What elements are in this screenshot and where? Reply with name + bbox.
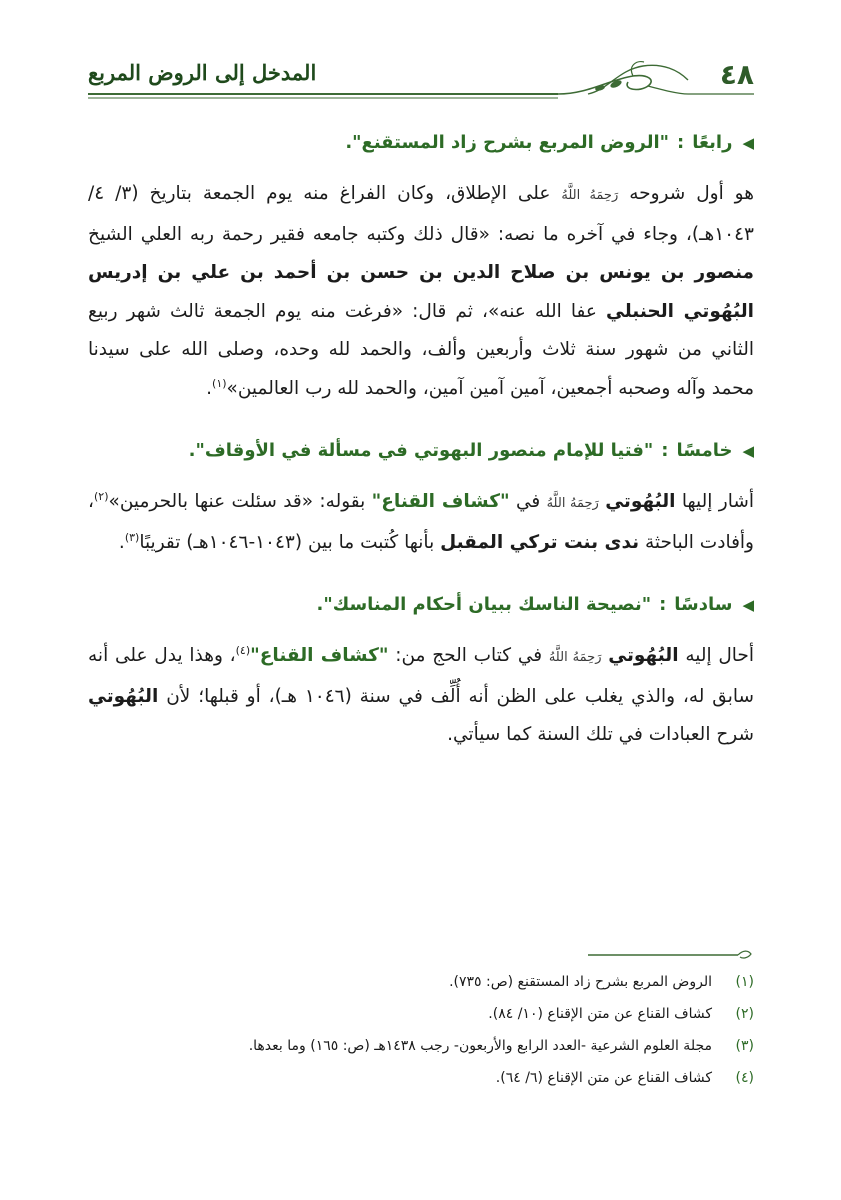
book-name: "كشاف القناع" bbox=[250, 645, 389, 666]
footnote-text: كشاف القناع عن متن الإقناع (١٠/ ٨٤). bbox=[488, 1006, 712, 1022]
footnote-divider bbox=[588, 948, 754, 962]
text-run: . bbox=[206, 377, 213, 399]
text-run: في كتاب الحج من: bbox=[388, 645, 549, 666]
footnote-number: (٣) bbox=[735, 1038, 754, 1054]
page-number: ٤٨ bbox=[719, 58, 754, 91]
footnote-number: (٤) bbox=[735, 1070, 754, 1086]
footnote-ref[interactable]: (٤) bbox=[235, 643, 251, 657]
colon-separator: : bbox=[677, 132, 685, 153]
text-run: أشار إليها bbox=[675, 491, 754, 512]
footnote-item bbox=[88, 1030, 754, 1062]
text-run: . bbox=[118, 531, 125, 553]
honorific: رَحِمَهُ اللَّهُ bbox=[546, 496, 599, 511]
page-header bbox=[88, 50, 754, 106]
section-title: "فتيا للإمام منصور البهوتي في مسألة في الأوقاف". bbox=[188, 440, 654, 461]
text-run: بأنها كُتبت ما بين (١٠٤٣-١٠٤٦هـ) تقريبًا bbox=[139, 531, 441, 553]
section-title: "الروض المربع بشرح زاد المستقنع". bbox=[345, 132, 670, 153]
bold-name: البُهُوتي bbox=[605, 491, 676, 512]
text-run: هو أول شروحه bbox=[618, 183, 754, 204]
text-run: في bbox=[509, 491, 547, 512]
text-run: شرح العبادات في تلك السنة كما سيأتي. bbox=[447, 724, 754, 745]
book-name: "كشاف القناع" bbox=[371, 491, 510, 512]
footnote-ref[interactable]: (٢) bbox=[93, 489, 109, 503]
text-run: ، وأفادت الباحثة bbox=[88, 491, 754, 553]
paragraph-1 bbox=[88, 175, 754, 408]
colon-separator: : bbox=[659, 594, 667, 615]
text-run: أحال إليه bbox=[678, 645, 755, 666]
section-label: رابعًا bbox=[692, 132, 733, 153]
text-run: على الإطلاق، وكان الفراغ منه يوم الجمعة بتاريخ (٣/ ٤/ ١٠٤٣هـ)، وجاء في آخره ما نصه: «قال ذلك وكتبه جامعه فقير رحمة ربه العلي الشيخ bbox=[88, 183, 754, 245]
footnote-text: الروض المربع بشرح زاد المستقنع (ص: ٧٣٥). bbox=[449, 974, 712, 990]
footnote-number: (٢) bbox=[735, 1006, 754, 1022]
section-heading-4 bbox=[88, 132, 754, 153]
colon-separator: : bbox=[661, 440, 669, 461]
footnote-ref[interactable]: (٣) bbox=[124, 530, 140, 544]
main-content bbox=[88, 132, 754, 775]
honorific: رَحِمَهُ اللَّهُ bbox=[548, 650, 602, 665]
paragraph-3 bbox=[88, 637, 754, 755]
footnote-item bbox=[88, 1062, 754, 1094]
footnote-item bbox=[88, 998, 754, 1030]
bold-name: ندى بنت تركي المقبل bbox=[440, 531, 640, 553]
section-title: "نصيحة الناسك ببيان أحكام المناسك". bbox=[316, 594, 652, 615]
bold-name: منصور بن يونس بن صلاح الدين بن حسن بن أحمد بن علي بن إدريس البُهُوتي الحنبلي bbox=[88, 262, 754, 322]
section-heading-6 bbox=[88, 594, 754, 615]
footnote-number: (١) bbox=[735, 974, 754, 990]
arrow-left-icon: ◀ bbox=[742, 441, 754, 460]
footnote-text: كشاف القناع عن متن الإقناع (٦/ ٦٤). bbox=[495, 1070, 712, 1086]
paragraph-2 bbox=[88, 483, 754, 562]
arrow-left-icon: ◀ bbox=[742, 133, 754, 152]
text-run: عفا الله عنه»، ثم قال: «فرغت منه يوم الجمعة ثالث شهر ربيع الثاني من شهور سنة ثلاث وأربعين وألف، والحمد لله وحده، وصلى الله على سيدنا محمد وآله وصحبه أجمعين، آمين آمين آمين، والحمد لله رب العالمين» bbox=[88, 300, 754, 399]
section-label: خامسًا bbox=[676, 440, 733, 461]
footnotes bbox=[88, 966, 754, 1094]
text-run: بقوله: «قد سئلت عنها بالحرمين» bbox=[108, 491, 372, 512]
book-title: المدخل إلى الروض المربع bbox=[88, 60, 317, 85]
footnote-text: مجلة العلوم الشرعية -العدد الرابع والأربعون- رجب ١٤٣٨هـ (ص: ١٦٥) وما بعدها. bbox=[248, 1038, 712, 1054]
bold-name: البُهُوتي bbox=[608, 645, 679, 666]
section-label: سادسًا bbox=[674, 594, 733, 615]
arrow-left-icon: ◀ bbox=[742, 595, 754, 614]
footnote-item bbox=[88, 966, 754, 998]
text-run: ، وهذا يدل على أنه سابق له، والذي يغلب على الظن أنه أُلِّف في سنة (١٠٤٦ هـ)، أو قبلها؛ لأن bbox=[88, 645, 754, 707]
bold-name: البُهُوتي bbox=[88, 685, 159, 707]
honorific: رَحِمَهُ اللَّهُ bbox=[561, 188, 619, 203]
section-heading-5 bbox=[88, 440, 754, 461]
footnote-ref[interactable]: (١) bbox=[212, 376, 227, 390]
